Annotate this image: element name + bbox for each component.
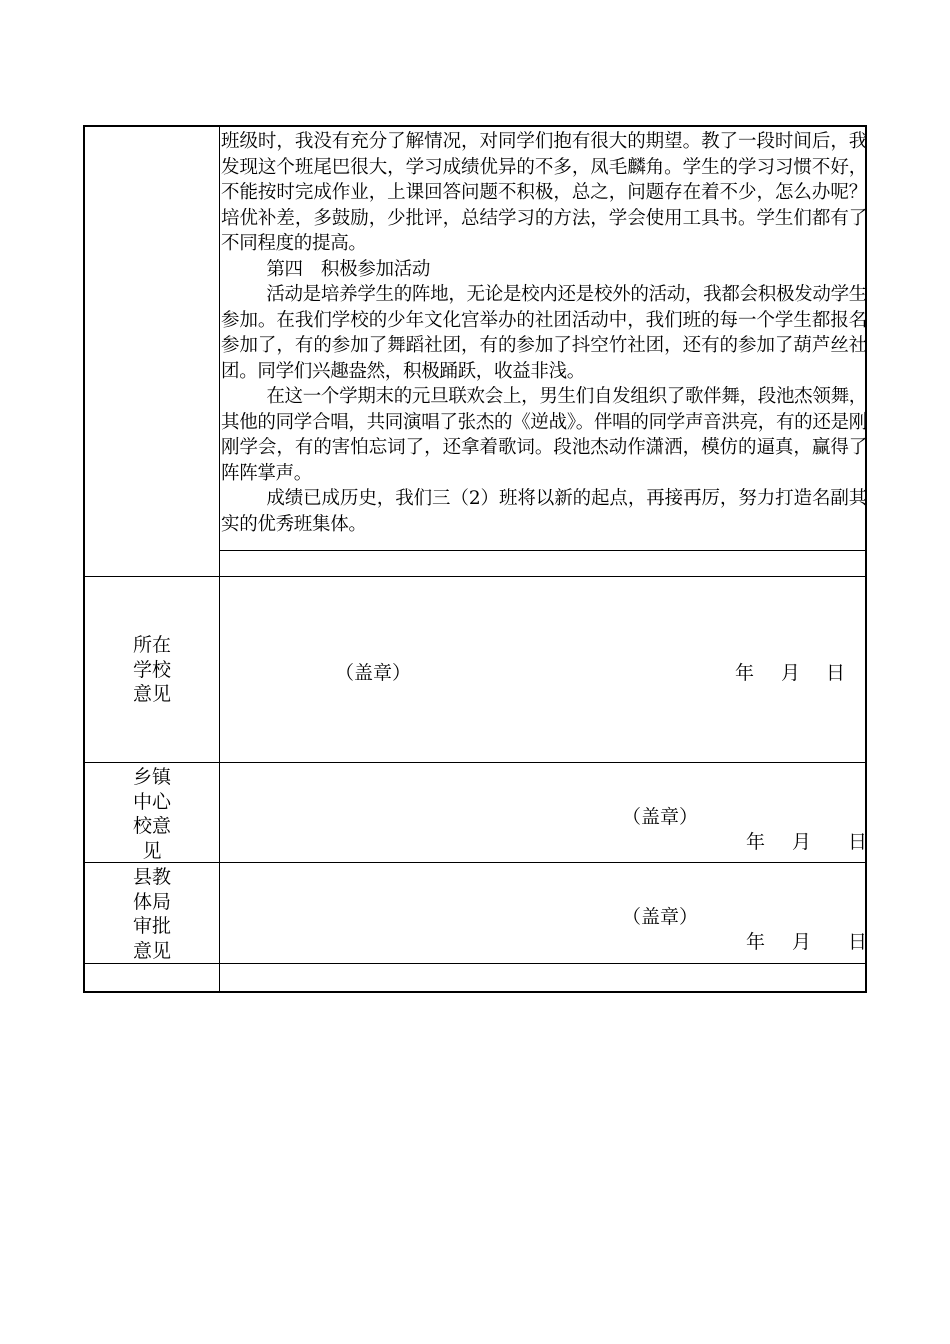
row-divider xyxy=(85,963,865,964)
summary-text-cell xyxy=(221,129,867,537)
school-date-month: 月 xyxy=(781,662,801,684)
school-date-day: 日 xyxy=(826,662,846,684)
approval-form-table xyxy=(83,125,867,993)
row-divider xyxy=(85,576,865,577)
county-approval-label: 县教 体局 审批 意见 xyxy=(132,866,171,962)
section-heading: 第四 积极参加活动 xyxy=(266,258,431,280)
school-stamp-text: （盖章） xyxy=(335,662,412,684)
paragraph-4: 成绩已成历史，我们三（2）班将以新的起点，再接再厉，努力打造名副其实的优秀班集体。 xyxy=(221,488,867,535)
paragraph-1: 班级时，我没有充分了解情况，对同学们抱有很大的期望。教了一段时间后，我发现这个班尾巴很大，学习成绩优异的不多，凤毛麟角。学生的学习习惯不好，不能按时完成作业，上课回答问题不积极，总之，问题存在着不少，怎么办呢？培优补差，多鼓励，少批评，总结学习的方法，学会使用工具书。学生们都有了不同程度的提高。 xyxy=(221,131,867,254)
paragraph-2: 活动是培养学生的阵地，无论是校内还是校外的活动，我都会积极发动学生参加。在我们学校的少年文化宫举办的社团活动中，我们班的每一个学生都报名参加了，有的参加了舞蹈社团，有的参加了抖空竹社团，还有的参加了葫芦丝社团。同学们兴趣盎然，积极踊跃，收益非浅。 xyxy=(221,284,867,382)
row-divider xyxy=(220,550,865,551)
township-date-month: 月 xyxy=(792,831,812,853)
school-opinion-label: 所在 学校 意见 xyxy=(132,634,171,705)
county-date-day: 日 xyxy=(848,931,868,953)
county-date-year: 年 xyxy=(746,931,766,953)
township-opinion-label: 乡镇 中心 校意 见 xyxy=(132,766,171,862)
township-date-year: 年 xyxy=(746,831,766,853)
school-date-year: 年 xyxy=(735,662,755,684)
township-stamp-text: （盖章） xyxy=(622,806,699,828)
paragraph-3: 在这一个学期末的元旦联欢会上，男生们自发组织了歌伴舞，段池杰领舞，其他的同学合唱，共同演唱了张杰的《逆战》。伴唱的同学声音洪亮，有的还是刚刚学会，有的害怕忘词了，还拿着歌词。段池杰动作潇洒，模仿的逼真，赢得了阵阵掌声。 xyxy=(221,386,867,484)
county-stamp-text: （盖章） xyxy=(622,906,699,928)
row-divider xyxy=(85,762,865,763)
county-date-month: 月 xyxy=(792,931,812,953)
township-date-day: 日 xyxy=(848,831,868,853)
